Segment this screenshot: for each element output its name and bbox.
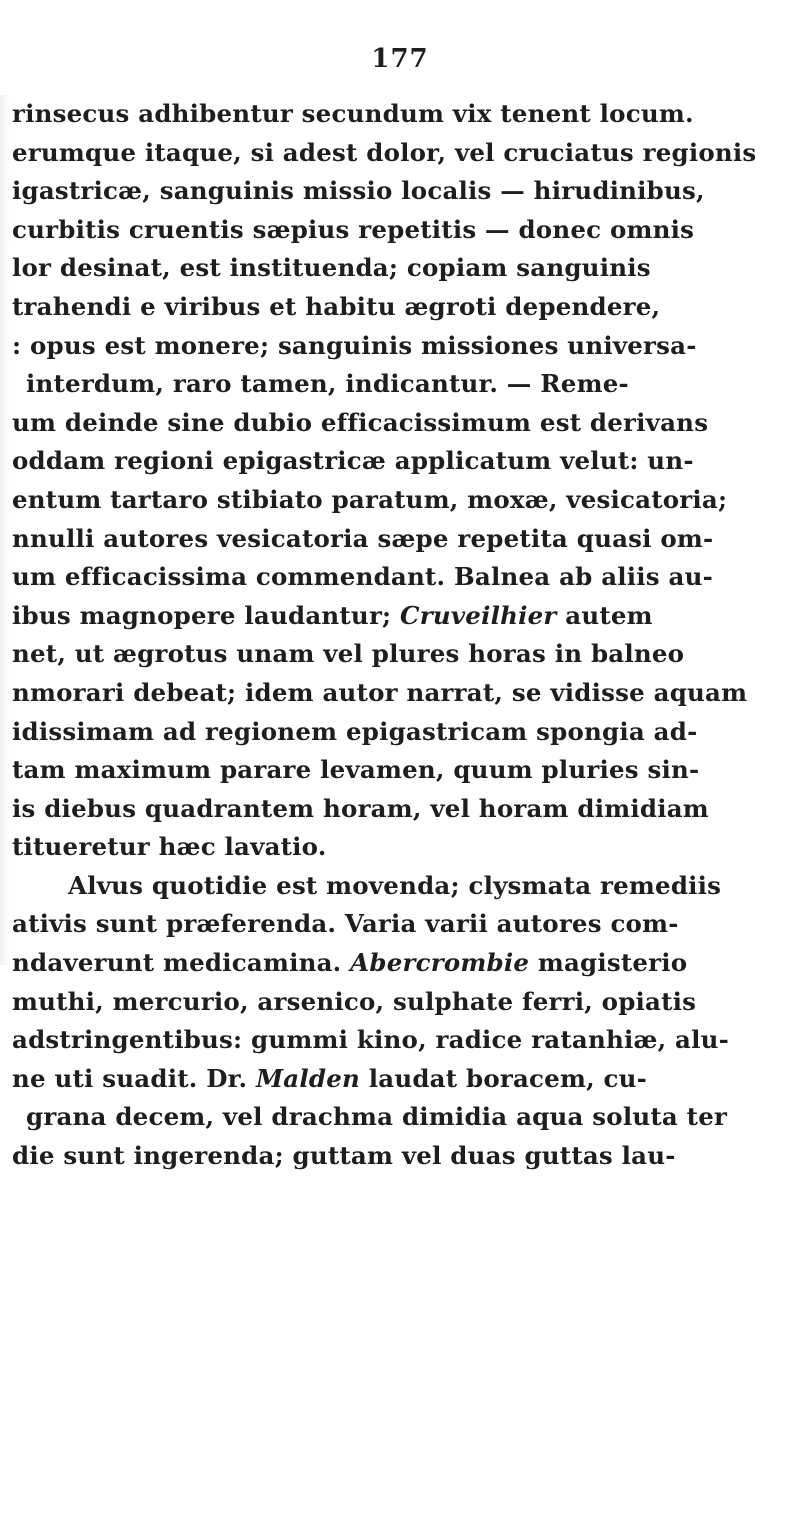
text-line [12, 944, 782, 983]
text-line: : opus est monere; sanguinis missiones universa- [12, 330, 697, 360]
text-line: trahendi e viribus et habitu ægroti dependere, [12, 291, 661, 321]
text-segment: ne uti suadit. Dr. [12, 1063, 256, 1093]
text-line [12, 597, 782, 636]
text-line [12, 1060, 782, 1099]
text-line: oddam regioni epigastricæ applicatum velut: un- [12, 446, 694, 476]
text-line: muthi, mercurio, arsenico, sulphate ferri, opiatis [12, 986, 697, 1016]
author-name: Abercrombie [350, 948, 530, 978]
text-line: interdum, raro tamen, indicantur. — Reme- [26, 369, 629, 399]
text-segment: ibus magnopere laudantur; [12, 600, 401, 630]
text-line: is diebus quadrantem horam, vel horam dimidiam [12, 793, 709, 823]
text-line: ativis sunt præferenda. Varia varii autores com- [12, 909, 679, 939]
text-line: adstringentibus: gummi kino, radice ratanhiæ, alu- [12, 1025, 730, 1055]
text-line: rinsecus adhibentur secundum vix tenent locum. [12, 99, 694, 128]
text-line: nnulli autores vesicatoria sæpe repetita quasi om- [12, 523, 714, 553]
text-line: net, ut ægrotus unam vel plures horas in balneo [12, 639, 685, 669]
scan-binding-shadow [0, 95, 10, 965]
text-line: um deinde sine dubio efficacissimum est derivans [12, 407, 709, 437]
text-line: entum tartaro stibiato paratum, moxæ, vesicatoria; [12, 484, 728, 514]
text-line: nmorari debeat; idem autor narrat, se vidisse aquam [12, 677, 748, 707]
text-segment: laudat boracem, cu- [360, 1063, 648, 1093]
text-line: erumque itaque, si adest dolor, vel cruciatus regionis [12, 137, 757, 167]
author-name: Malden [255, 1063, 361, 1093]
author-name: Cruveilhier [400, 600, 557, 630]
text-line: idissimam ad regionem epigastricam spongia ad- [12, 716, 698, 746]
paragraph-start-line: Alvus quotidie est movenda; clysmata remediis [68, 870, 722, 900]
body-text [12, 95, 782, 1176]
text-segment: ndaverunt medicamina. [12, 948, 351, 978]
text-line: die sunt ingerenda; guttam vel duas guttas lau- [12, 1141, 676, 1171]
text-line: curbitis cruentis sæpius repetitis — donec omnis [12, 214, 695, 244]
text-line: grana decem, vel drachma dimidia aqua soluta ter [26, 1102, 728, 1132]
text-line: um efficacissima commendant. Balnea ab aliis au- [12, 562, 713, 592]
text-segment: magisterio [529, 948, 688, 978]
text-segment: autem [556, 600, 653, 630]
page-number: 177 [371, 44, 429, 74]
text-line: tam maximum parare levamen, quum pluries sin- [12, 755, 700, 785]
text-line: titueretur hæc lavatio. [12, 832, 327, 862]
text-line: lor desinat, est instituenda; copiam sanguinis [12, 253, 651, 283]
text-line: igastricæ, sanguinis missio localis — hirudinibus, [12, 176, 705, 206]
